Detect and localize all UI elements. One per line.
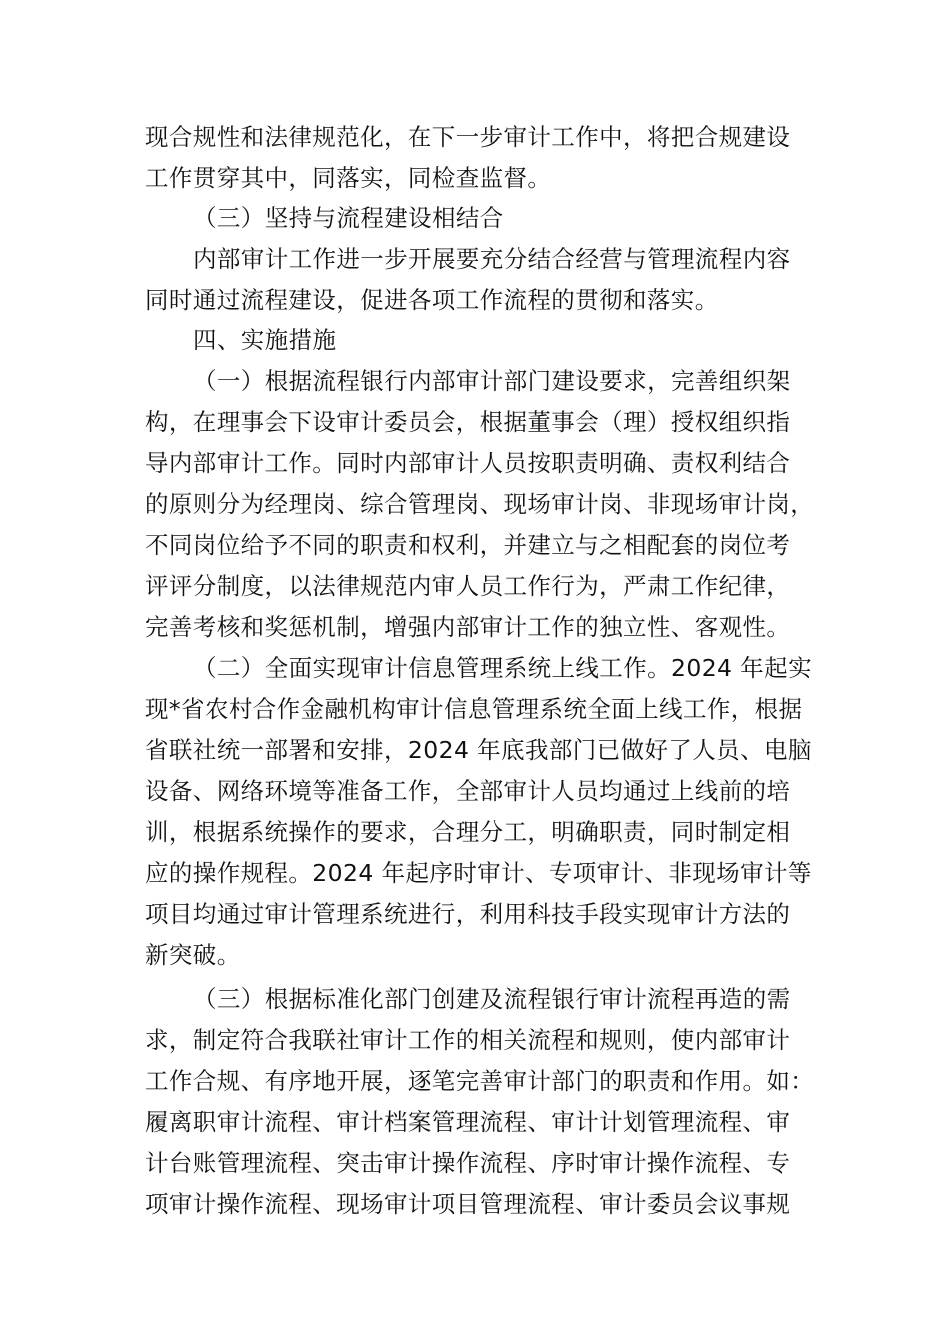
text-line: （三）根据标准化部门创建及流程银行审计流程再造的需	[193, 985, 791, 1013]
text-line: 的原则分为经理岗、综合管理岗、现场审计岗、非现场审计岗，	[145, 490, 815, 518]
text-line: 计台账管理流程、突击审计操作流程、序时审计操作流程、专	[145, 1149, 791, 1177]
text-line: 省联社统一部署和安排，2024 年底我部门已做好了人员、电脑	[145, 736, 812, 764]
text-line: （二）全面实现审计信息管理系统上线工作。2024 年起实	[193, 654, 812, 682]
text-line: 内部审计工作进一步开展要充分结合经营与管理流程内容	[193, 245, 791, 273]
text-line: 新突破。	[145, 941, 241, 969]
text-line: 设备、网络环境等准备工作，全部审计人员均通过上线前的培	[145, 777, 791, 805]
text-line: 同时通过流程建设，促进各项工作流程的贯彻和落实。	[145, 286, 719, 314]
text-line: （一）根据流程银行内部审计部门建设要求，完善组织架	[193, 367, 791, 395]
text-line: 应的操作规程。2024 年起序时审计、专项审计、非现场审计等	[145, 859, 812, 887]
text-line: 项审计操作流程、现场审计项目管理流程、审计委员会议事规	[145, 1190, 791, 1218]
text-line: 评评分制度，以法律规范内审人员工作行为，严肃工作纪律，	[145, 572, 791, 600]
section-heading: 四、实施措施	[193, 326, 337, 354]
section-heading: （三）坚持与流程建设相结合	[193, 204, 504, 232]
text-line: 训，根据系统操作的要求，合理分工，明确职责，同时制定相	[145, 818, 791, 846]
text-line: 现合规性和法律规范化，在下一步审计工作中，将把合规建设	[145, 123, 791, 151]
text-line: 项目均通过审计管理系统进行，利用科技手段实现审计方法的	[145, 900, 791, 928]
text-line: 现*省农村合作金融机构审计信息管理系统全面上线工作，根据	[145, 695, 803, 723]
text-line: 导内部审计工作。同时内部审计人员按职责明确、责权利结合	[145, 449, 791, 477]
text-line: 求，制定符合我联社审计工作的相关流程和规则，使内部审计	[145, 1026, 791, 1054]
text-line: 履离职审计流程、审计档案管理流程、审计计划管理流程、审	[145, 1108, 791, 1136]
text-line: 完善考核和奖惩机制，增强内部审计工作的独立性、客观性。	[145, 613, 791, 641]
text-line: 工作贯穿其中，同落实，同检查监督。	[145, 164, 552, 192]
text-line: 构，在理事会下设审计委员会，根据董事会（理）授权组织指	[145, 408, 791, 436]
text-line: 不同岗位给予不同的职责和权利，并建立与之相配套的岗位考	[145, 531, 791, 559]
text-line: 工作合规、有序地开展，逐笔完善审计部门的职责和作用。如：	[145, 1067, 815, 1095]
